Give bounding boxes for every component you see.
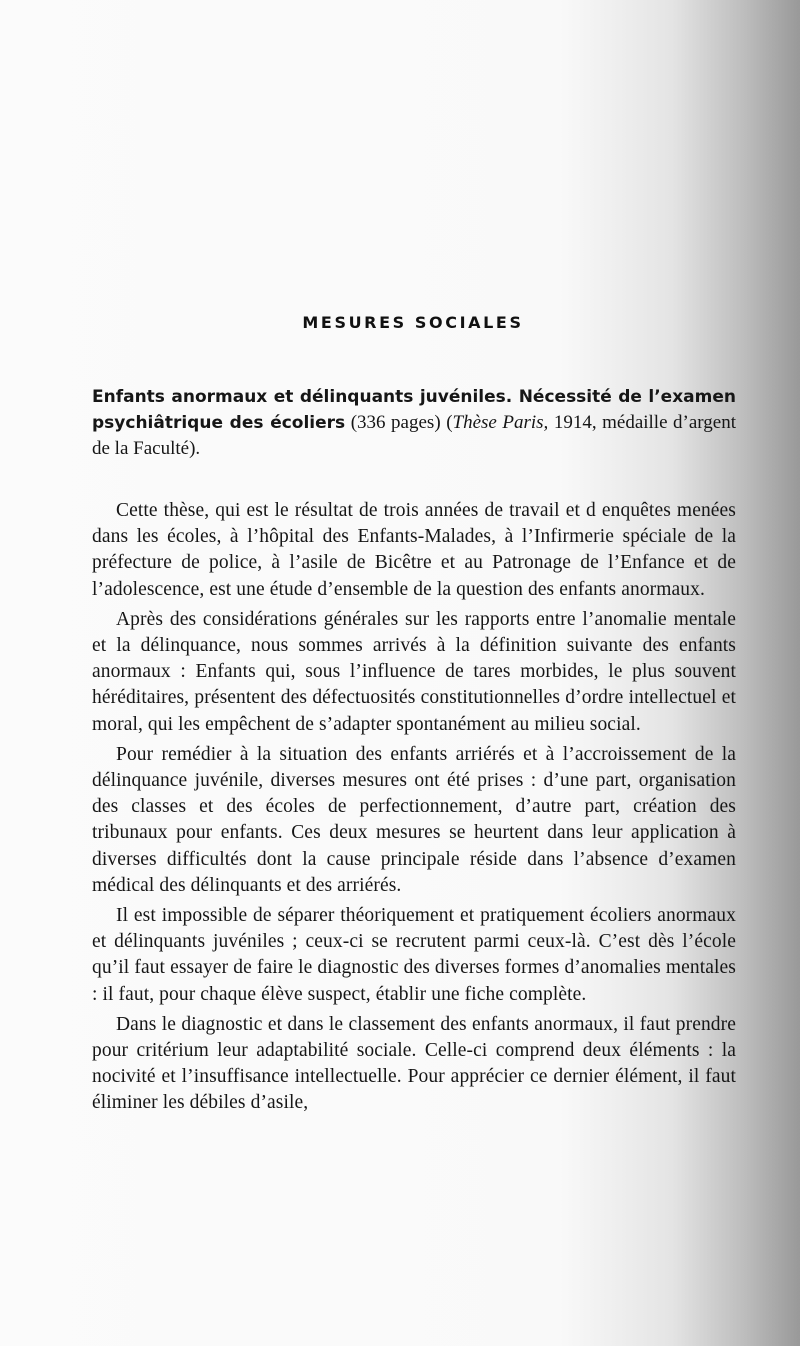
reference-thesis-label: Thèse Paris, [452,412,549,433]
body-text [92,498,736,1121]
reference-thesis-open: ( [446,412,453,433]
paragraph-1: Cette thèse, qui est le résultat de trois années de travail et d enquêtes menées dans les écoles, à l’hôpital des Enfants-Malades, à l’Infirmerie spéciale de la préfecture de police, à l’asile de Bicêtre et au Patronage de l’Enfance et de l’adolescence, est une étude d’ensemble de la question des enfants anormaux. [92,500,736,600]
paragraph-4: Il est impossible de séparer théoriquement et pratiquement écoliers anormaux et délinquants juvéniles ; ceux-ci se recrutent parmi ceux-là. C’est dès l’école qu’il faut essayer de faire le diagnostic des diverses formes d’anomalies mentales : il faut, pour chaque élève suspect, établir une fiche complète. [92,905,736,1005]
paragraph-3: Pour remédier à la situation des enfants arriérés et à l’accroissement de la délinquance juvénile, diverses mesures ont été prises : d’une part, organisation des classes et des écoles de perfectionnement, d’autre part, création des tribunaux pour enfants. Ces deux mesures se heurtent dans leur application à diverses difficultés dont la cause principale réside dans l’absence d’examen médical des délinquants et des arriérés. [92,743,736,896]
paragraph-5: Dans le diagnostic et dans le classement des enfants anormaux, il faut prendre pour critérium leur adaptabilité sociale. Celle-ci comprend deux éléments : la nocivité et l’insuffisance intellectuelle. Pour apprécier ce dernier élément, il faut éliminer les débiles d’asile, [92,1013,736,1114]
reference-thesis-rest: 1914, médaille d’argent de la Faculté). [92,412,737,459]
section-heading: MESURES SOCIALES [302,313,524,332]
reference-pages: (336 pages) [350,412,441,433]
paragraph-2: Après des considérations générales sur les rapports entre l’anomalie mentale et la délinquance, nous sommes arrivés à la définition suivante des enfants anormaux : Enfants qui, sous l’influence de tares morbides, le plus souvent héréditaires, présentent des défectuosités constitutionnelles d’ordre intellectuel et moral, qui les empêchent de s’adapter spontanément au milieu social. [92,608,736,735]
reference-title: Enfants anormaux et délinquants juvéniles. Nécessité de l’examen psychiâtrique des écoliers [92,387,736,433]
reference-entry [92,384,736,462]
